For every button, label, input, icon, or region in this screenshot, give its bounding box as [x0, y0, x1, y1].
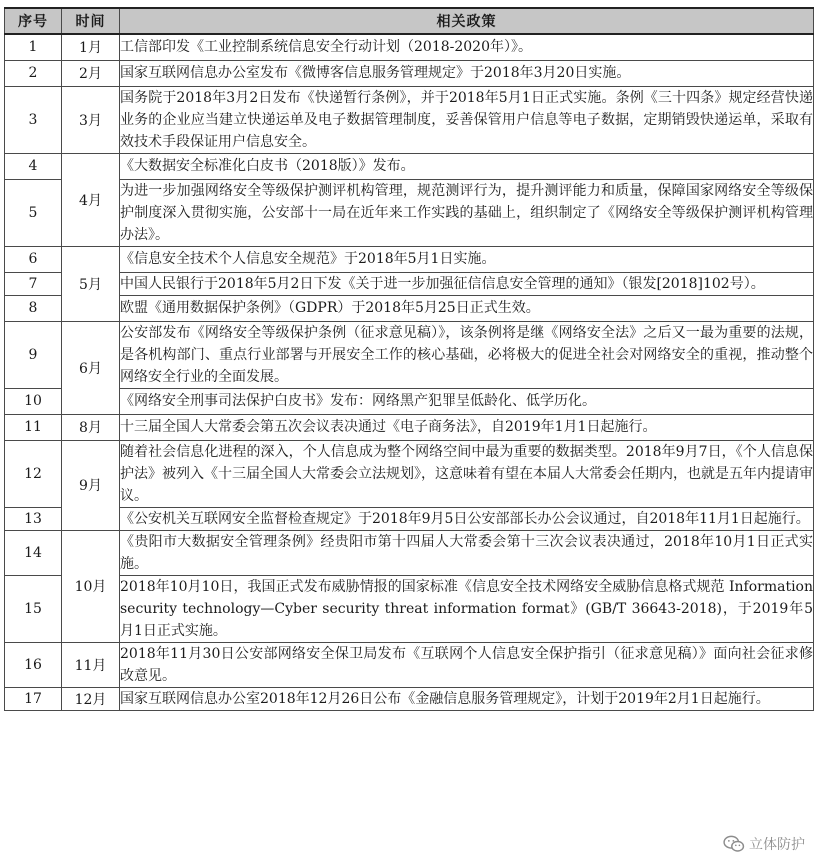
row-policy: 国务院于2018年3月2日发布《快递暂行条例》，并于2018年5月1日正式实施。条例《三十四条》规定经营快递业务的企业应当建立快递运单及电子数据管理制度，妥善保管用户信息等电子数据，定期销毁快递运单，采取有效技术手段保证用户信息安全。: [120, 86, 814, 153]
row-month: 9月: [62, 440, 120, 530]
table-row: [5, 34, 814, 60]
table-row: [5, 86, 814, 153]
row-policy: 欧盟《通用数据保护条例》（GDPR）于2018年5月25日正式生效。: [120, 295, 814, 321]
row-policy: 2018年10月10日，我国正式发布威胁情报的国家标准《信息安全技术网络安全威胁信息格式规范 Information security technology—Cyber security threat information format》(GB/T 36643-2018)，于2019年5月1日正式实施。: [120, 575, 814, 642]
row-policy: 《公安机关互联网安全监督检查规定》于2018年9月5日公安部部长办公会议通过，自2018年11月1日起施行。: [120, 507, 814, 530]
row-policy: 《贵阳市大数据安全管理条例》经贵阳市第十四届人大常委会第十三次会议表决通过，2018年10月1日正式实施。: [120, 530, 814, 575]
table-row: [5, 530, 814, 575]
row-policy: 公安部发布《网络安全等级保护条例（征求意见稿）》，该条例将是继《网络安全法》之后又一最为重要的法规，是各机构部门、重点行业部署与开展安全工作的核心基础，必将极大的促进全社会对网络安全的重视，推动整个网络安全行业的全面发展。: [120, 321, 814, 388]
row-no: 15: [5, 575, 62, 642]
row-policy: 《网络安全刑事司法保护白皮书》发布：网络黑产犯罪呈低龄化、低学历化。: [120, 388, 814, 414]
row-policy: 为进一步加强网络安全等级保护测评机构管理，规范测评行为，提升测评能力和质量，保障国家网络安全等级保护制度深入贯彻实施，公安部十一局在近年来工作实践的基础上，组织制定了《网络安全等级保护测评机构管理办法》。: [120, 179, 814, 246]
row-policy: 十三届全国人大常委会第五次会议表决通过《电子商务法》，自2019年1月1日起施行。: [120, 414, 814, 440]
row-month: 11月: [62, 642, 120, 687]
table-row: [5, 687, 814, 710]
table-row: [5, 179, 814, 246]
table-row: [5, 388, 814, 414]
row-no: 10: [5, 388, 62, 414]
row-no: 11: [5, 414, 62, 440]
row-no: 8: [5, 295, 62, 321]
row-policy: 中国人民银行于2018年5月2日下发《关于进一步加强征信信息安全管理的通知》（银发[2018]102号）。: [120, 272, 814, 295]
row-no: 7: [5, 272, 62, 295]
row-month: 1月: [62, 34, 120, 60]
row-no: 5: [5, 179, 62, 246]
row-month: 4月: [62, 153, 120, 246]
watermark-text: 立体防护: [749, 837, 805, 853]
row-policy: 国家互联网信息办公室发布《微博客信息服务管理规定》于2018年3月20日实施。: [120, 60, 814, 86]
row-month: 10月: [62, 530, 120, 642]
row-no: 17: [5, 687, 62, 710]
row-policy: 《信息安全技术个人信息安全规范》于2018年5月1日实施。: [120, 246, 814, 272]
watermark: [723, 834, 805, 854]
row-month: 3月: [62, 86, 120, 153]
row-no: 12: [5, 440, 62, 507]
policy-table: [4, 7, 814, 711]
row-policy: 2018年11月30日公安部网络安全保卫局发布《互联网个人信息安全保护指引（征求意见稿）》面向社会征求修改意见。: [120, 642, 814, 687]
row-month: 8月: [62, 414, 120, 440]
table-row: [5, 272, 814, 295]
row-no: 3: [5, 86, 62, 153]
table-row: [5, 414, 814, 440]
row-month: 12月: [62, 687, 120, 710]
row-no: 1: [5, 34, 62, 60]
table-row: [5, 575, 814, 642]
table-row: [5, 321, 814, 388]
row-no: 14: [5, 530, 62, 575]
wechat-icon: [723, 835, 745, 853]
table-row: [5, 440, 814, 507]
table-row: [5, 295, 814, 321]
row-no: 9: [5, 321, 62, 388]
table-row: [5, 507, 814, 530]
row-no: 6: [5, 246, 62, 272]
header-no: 序号: [5, 8, 62, 34]
table-row: [5, 246, 814, 272]
row-no: 16: [5, 642, 62, 687]
row-month: 2月: [62, 60, 120, 86]
row-no: 13: [5, 507, 62, 530]
header-time: 时间: [62, 8, 120, 34]
row-policy: 《大数据安全标准化白皮书（2018版）》发布。: [120, 153, 814, 179]
table-row: [5, 153, 814, 179]
table-row: [5, 60, 814, 86]
header-policy: 相关政策: [120, 8, 814, 34]
table-row: [5, 642, 814, 687]
row-no: 4: [5, 153, 62, 179]
row-policy: 国家互联网信息办公室2018年12月26日公布《金融信息服务管理规定》，计划于2019年2月1日起施行。: [120, 687, 814, 710]
row-month: 6月: [62, 321, 120, 414]
row-policy: 工信部印发《工业控制系统信息安全行动计划（2018-2020年）》。: [120, 34, 814, 60]
row-no: 2: [5, 60, 62, 86]
table-header-row: [5, 8, 814, 34]
row-policy: 随着社会信息化进程的深入，个人信息成为整个网络空间中最为重要的数据类型。2018年9月7日，《个人信息保护法》被列入《十三届全国人大常委会立法规划》，这意味着有望在本届人大常委会任期内，也就是五年内提请审议。: [120, 440, 814, 507]
row-month: 5月: [62, 246, 120, 321]
